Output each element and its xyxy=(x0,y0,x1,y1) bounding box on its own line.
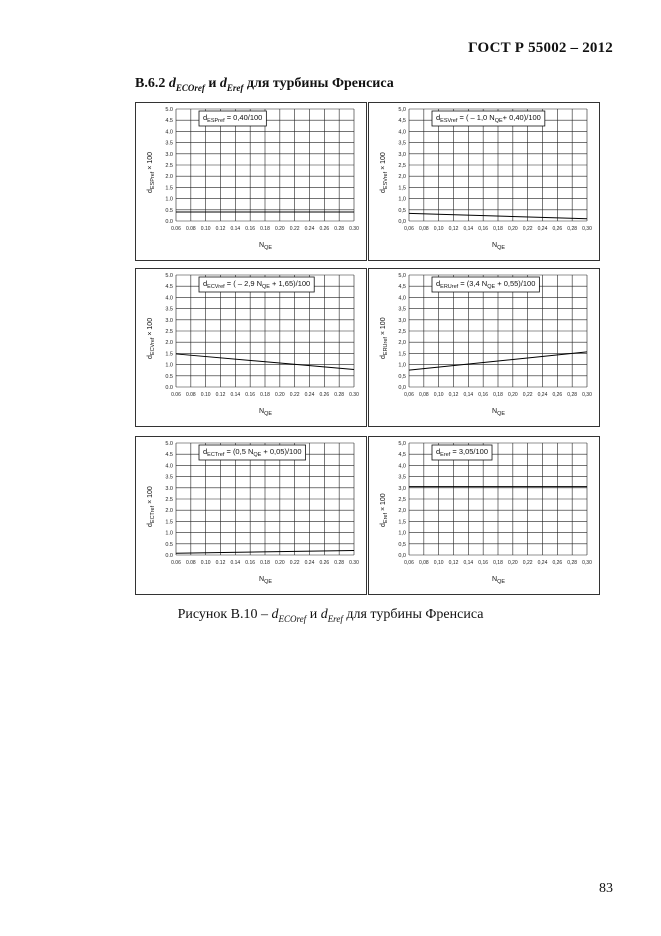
y-tick-label: 2,5 xyxy=(398,329,406,335)
y-tick-label: 5.0 xyxy=(165,441,173,447)
x-axis-label xyxy=(492,576,505,585)
y-tick-label: 1.5 xyxy=(165,519,173,526)
x-tick-label: 0.30 xyxy=(349,560,359,566)
y-axis-label-tail: × 100 xyxy=(380,317,387,338)
formula-symbol: d xyxy=(203,447,208,456)
formula-expression: = (0,5 N xyxy=(224,447,254,456)
y-tick-label: 4.0 xyxy=(165,295,173,302)
x-axis-symbol-subscript: QE xyxy=(497,245,506,251)
x-tick-label: 0,06 xyxy=(404,392,414,398)
x-tick-label: 0,18 xyxy=(493,392,503,398)
y-tick-label: 2,0 xyxy=(398,508,406,515)
heading-conjunction: и xyxy=(208,76,217,91)
y-tick-label: 4,0 xyxy=(398,463,406,470)
y-tick-label: 1,5 xyxy=(398,351,406,358)
formula-box xyxy=(432,111,545,126)
x-axis-label xyxy=(259,242,272,251)
y-tick-label: 4,0 xyxy=(398,129,406,136)
y-tick-label: 0,0 xyxy=(398,219,406,225)
x-tick-label: 0.14 xyxy=(230,560,241,566)
y-tick-label: 3.0 xyxy=(165,317,173,324)
figure-caption xyxy=(0,607,661,624)
x-tick-label: 0.30 xyxy=(349,392,359,398)
x-tick-label: 0,26 xyxy=(552,392,563,398)
x-tick-label: 0,06 xyxy=(404,560,414,566)
y-tick-label: 5,0 xyxy=(398,273,406,279)
y-tick-label: 2.0 xyxy=(165,508,173,515)
x-tick-label: 0.08 xyxy=(185,226,196,232)
x-tick-label: 0,24 xyxy=(537,560,548,566)
x-tick-label: 0.18 xyxy=(260,560,270,566)
caption-conjunction: и xyxy=(309,607,318,622)
y-tick-label: 0.5 xyxy=(165,373,173,380)
formula-expression-tail: + 0,55)/100 xyxy=(495,279,536,288)
y-tick-label: 1,0 xyxy=(398,530,406,537)
x-tick-label: 0,20 xyxy=(507,392,518,398)
y-axis-symbol: d xyxy=(380,189,387,193)
x-axis-symbol-subscript: QE xyxy=(497,579,506,585)
x-tick-label: 0.10 xyxy=(200,392,211,398)
y-tick-label: 4.5 xyxy=(165,118,173,125)
y-axis-symbol: d xyxy=(147,189,154,193)
y-tick-label: 5.0 xyxy=(165,273,173,279)
x-tick-label: 0.06 xyxy=(171,226,181,232)
formula-symbol: d xyxy=(203,113,208,122)
x-tick-label: 0,30 xyxy=(582,226,592,232)
formula-expression: = 0,40/100 xyxy=(224,113,263,122)
y-axis-label xyxy=(380,317,389,359)
x-tick-label: 0,20 xyxy=(507,560,518,566)
x-tick-label: 0,26 xyxy=(552,226,563,232)
y-tick-label: 1,0 xyxy=(398,362,406,369)
x-tick-label: 0,30 xyxy=(582,392,592,398)
y-tick-label: 0,5 xyxy=(398,373,406,380)
formula-expression-tail: + 0,40)/100 xyxy=(502,113,541,122)
x-tick-label: 0.24 xyxy=(304,392,315,398)
x-tick-label: 0.22 xyxy=(289,560,300,566)
page-number: 83 xyxy=(599,881,613,896)
y-tick-label: 3,0 xyxy=(398,151,406,158)
y-tick-label: 0,5 xyxy=(398,207,406,214)
y-tick-label: 3.5 xyxy=(165,474,173,481)
y-tick-label: 3,0 xyxy=(398,485,406,492)
y-axis-label-tail: × 100 xyxy=(380,152,387,172)
y-tick-label: 4,5 xyxy=(398,452,406,459)
y-tick-label: 0.0 xyxy=(165,553,173,559)
x-tick-label: 0,28 xyxy=(567,392,578,398)
x-tick-label: 0,10 xyxy=(433,392,444,398)
y-axis-symbol-subscript: ERUref xyxy=(383,337,389,356)
y-tick-label: 2,0 xyxy=(398,340,406,347)
x-tick-label: 0.16 xyxy=(245,392,256,398)
x-tick-label: 0.14 xyxy=(230,392,241,398)
y-axis-symbol: d xyxy=(147,355,154,359)
x-axis-label xyxy=(492,408,505,417)
x-tick-label: 0.26 xyxy=(319,392,330,398)
y-tick-label: 2.5 xyxy=(165,163,173,169)
y-axis-label-tail: × 100 xyxy=(147,486,154,506)
y-tick-label: 0.5 xyxy=(165,207,173,214)
y-tick-label: 3.0 xyxy=(165,485,173,492)
x-tick-label: 0.10 xyxy=(200,560,211,566)
x-tick-label: 0,26 xyxy=(552,560,563,566)
formula-box xyxy=(432,277,539,292)
formula-symbol-subscript: ESVref xyxy=(440,118,458,124)
y-axis-label xyxy=(147,318,156,359)
chart-esp xyxy=(135,102,367,261)
y-tick-label: 0,0 xyxy=(398,385,406,391)
x-tick-label: 0.30 xyxy=(349,226,359,232)
x-tick-label: 0,08 xyxy=(418,392,429,398)
x-tick-label: 0,06 xyxy=(404,226,414,232)
y-tick-label: 3.5 xyxy=(165,140,173,147)
y-tick-label: 2.5 xyxy=(165,497,173,503)
y-tick-label: 5,0 xyxy=(398,441,406,447)
formula-box xyxy=(199,111,266,126)
formula-expression: = ( – 1,0 N xyxy=(457,113,495,122)
y-tick-label: 4.5 xyxy=(165,452,173,459)
y-tick-label: 1,5 xyxy=(398,185,406,192)
formula-box xyxy=(432,445,492,460)
y-tick-label: 1.5 xyxy=(165,185,173,192)
x-tick-label: 0.26 xyxy=(319,560,330,566)
caption-symbol-1: $d_{ECOref}$ xyxy=(271,607,307,624)
y-tick-label: 1,5 xyxy=(398,519,406,526)
y-axis-label xyxy=(147,152,156,193)
formula-box xyxy=(199,445,306,460)
x-axis-label xyxy=(259,408,272,417)
x-tick-label: 0,18 xyxy=(493,560,503,566)
formula-variable-subscript: QE xyxy=(262,284,270,290)
x-tick-label: 0,24 xyxy=(537,392,548,398)
y-axis-symbol-subscript: ESVref xyxy=(383,171,389,190)
formula-expression-tail: + 1,65)/100 xyxy=(269,279,311,288)
heading-text: для турбины Френсиса xyxy=(246,76,394,91)
x-tick-label: 0,24 xyxy=(537,226,548,232)
caption-text: для турбины Френсиса xyxy=(346,607,484,622)
x-tick-label: 0.12 xyxy=(215,392,226,398)
x-tick-label: 0.08 xyxy=(185,560,196,566)
x-tick-label: 0,14 xyxy=(463,226,474,232)
y-tick-label: 2.5 xyxy=(165,329,173,335)
formula-symbol-subscript: Eref xyxy=(440,452,451,458)
formula-symbol: d xyxy=(436,447,441,456)
x-axis-symbol: N xyxy=(492,242,498,249)
y-axis-label-tail: × 100 xyxy=(380,493,387,513)
x-tick-label: 0.24 xyxy=(304,226,315,232)
formula-box xyxy=(199,277,314,292)
x-tick-label: 0,16 xyxy=(478,226,489,232)
y-tick-label: 0.0 xyxy=(165,219,173,225)
y-tick-label: 1.5 xyxy=(165,351,173,358)
section-heading xyxy=(135,76,394,93)
y-tick-label: 3.0 xyxy=(165,151,173,158)
formula-variable-subscript: QE xyxy=(487,284,496,290)
x-tick-label: 0.18 xyxy=(260,392,270,398)
x-axis-label xyxy=(259,576,272,585)
x-axis-symbol: N xyxy=(259,242,265,249)
x-tick-label: 0,14 xyxy=(463,560,474,566)
x-axis-symbol: N xyxy=(492,408,498,415)
y-axis-symbol: d xyxy=(147,523,154,527)
chart-ect xyxy=(135,436,367,595)
y-tick-label: 0.0 xyxy=(165,385,173,391)
y-tick-label: 4.0 xyxy=(165,463,173,470)
x-tick-label: 0,12 xyxy=(448,560,459,566)
x-tick-label: 0,30 xyxy=(582,560,592,566)
formula-symbol: d xyxy=(203,279,208,288)
y-axis-symbol: d xyxy=(380,355,387,359)
y-tick-label: 1.0 xyxy=(165,530,173,537)
formula-variable-subscript: QE xyxy=(253,452,262,458)
y-tick-label: 2,5 xyxy=(398,497,406,503)
x-tick-label: 0,08 xyxy=(418,560,429,566)
y-axis-label xyxy=(380,152,389,193)
x-tick-label: 0,28 xyxy=(567,560,578,566)
x-tick-label: 0,20 xyxy=(507,226,518,232)
y-axis-label-tail: × 100 xyxy=(147,151,154,172)
x-tick-label: 0.12 xyxy=(215,226,226,232)
x-tick-label: 0.26 xyxy=(319,226,330,232)
x-tick-label: 0.12 xyxy=(215,560,226,566)
x-tick-label: 0,22 xyxy=(522,226,533,232)
y-tick-label: 2.0 xyxy=(165,340,173,347)
y-tick-label: 2,0 xyxy=(398,174,406,181)
x-axis-symbol-subscript: QE xyxy=(264,579,273,585)
formula-expression: = (3,4 N xyxy=(458,279,488,288)
x-tick-label: 0.10 xyxy=(200,226,211,232)
y-axis-symbol-subscript: Eref xyxy=(383,513,389,524)
y-axis-symbol-subscript: ECTref xyxy=(150,505,156,524)
formula-symbol-subscript: ECVref xyxy=(207,284,225,290)
y-tick-label: 2,5 xyxy=(398,163,406,169)
y-tick-label: 0,5 xyxy=(398,541,406,548)
x-tick-label: 0,28 xyxy=(567,226,578,232)
y-tick-label: 3,5 xyxy=(398,140,406,147)
y-tick-label: 1.0 xyxy=(165,362,173,369)
x-tick-label: 0.28 xyxy=(334,226,345,232)
y-axis-symbol-subscript: ECVref xyxy=(150,337,156,356)
x-tick-label: 0,12 xyxy=(448,226,459,232)
x-tick-label: 0.22 xyxy=(289,226,300,232)
y-axis-symbol: d xyxy=(380,523,387,527)
chart-esv xyxy=(368,102,600,261)
x-tick-label: 0,12 xyxy=(448,392,459,398)
x-tick-label: 0.28 xyxy=(334,560,345,566)
y-tick-label: 5,0 xyxy=(398,107,406,113)
x-tick-label: 0.22 xyxy=(289,392,300,398)
x-tick-label: 0,22 xyxy=(522,392,533,398)
x-tick-label: 0.06 xyxy=(171,392,181,398)
y-tick-label: 2.0 xyxy=(165,174,173,181)
chart-eref xyxy=(368,436,600,595)
x-tick-label: 0,10 xyxy=(433,560,444,566)
x-tick-label: 0,16 xyxy=(478,560,489,566)
y-tick-label: 3,5 xyxy=(398,306,406,313)
y-axis-label xyxy=(380,493,389,527)
formula-expression: = ( – 2,9 N xyxy=(224,279,263,288)
y-tick-label: 3,0 xyxy=(398,317,406,324)
heading-symbol-1: $d_{ECOref}$ xyxy=(168,76,205,93)
caption-prefix: Рисунок В.10 – xyxy=(177,607,269,622)
x-tick-label: 0.24 xyxy=(304,560,315,566)
y-tick-label: 0,0 xyxy=(398,553,406,559)
x-tick-label: 0.16 xyxy=(245,226,256,232)
x-tick-label: 0.20 xyxy=(274,560,285,566)
y-tick-label: 0.5 xyxy=(165,541,173,548)
heading-symbol-2: $d_{Eref}$ xyxy=(219,76,244,93)
y-axis-label-tail: × 100 xyxy=(147,317,154,338)
formula-symbol-subscript: ECTref xyxy=(207,452,225,458)
x-tick-label: 0,14 xyxy=(463,392,474,398)
y-tick-label: 1.0 xyxy=(165,196,173,203)
x-tick-label: 0,10 xyxy=(433,226,444,232)
x-axis-symbol-subscript: QE xyxy=(264,411,273,417)
x-axis-label xyxy=(492,242,505,251)
y-tick-label: 1,0 xyxy=(398,196,406,203)
x-tick-label: 0.16 xyxy=(245,560,256,566)
formula-symbol-subscript: ESPref xyxy=(207,118,225,124)
x-tick-label: 0.28 xyxy=(334,392,345,398)
x-tick-label: 0.18 xyxy=(260,226,270,232)
x-tick-label: 0.20 xyxy=(274,226,285,232)
x-tick-label: 0.20 xyxy=(274,392,285,398)
x-axis-symbol-subscript: QE xyxy=(264,245,273,251)
x-tick-label: 0.08 xyxy=(185,392,196,398)
y-tick-label: 4,5 xyxy=(398,284,406,291)
formula-symbol: d xyxy=(436,279,441,288)
y-tick-label: 5.0 xyxy=(165,107,173,113)
x-axis-symbol: N xyxy=(259,408,265,415)
x-axis-symbol: N xyxy=(492,576,498,583)
y-tick-label: 4,5 xyxy=(398,118,406,125)
formula-symbol: d xyxy=(436,113,441,122)
y-tick-label: 3,5 xyxy=(398,474,406,481)
chart-ecv xyxy=(135,268,367,427)
x-tick-label: 0,08 xyxy=(418,226,429,232)
formula-symbol-subscript: ERUref xyxy=(440,284,459,290)
x-axis-symbol: N xyxy=(259,576,265,583)
y-axis-label xyxy=(147,486,156,527)
y-tick-label: 4.5 xyxy=(165,284,173,291)
formula-variable-subscript: QE xyxy=(494,118,503,124)
x-tick-label: 0,22 xyxy=(522,560,533,566)
y-tick-label: 4.0 xyxy=(165,129,173,136)
x-axis-symbol-subscript: QE xyxy=(497,411,506,417)
x-tick-label: 0.06 xyxy=(171,560,181,566)
x-tick-label: 0,16 xyxy=(478,392,489,398)
heading-number: В.6.2 xyxy=(135,76,166,91)
formula-expression: = 3,05/100 xyxy=(450,447,489,456)
y-tick-label: 3.5 xyxy=(165,306,173,313)
y-tick-label: 4,0 xyxy=(398,295,406,302)
plot-area xyxy=(398,441,592,566)
formula-expression-tail: + 0,05)/100 xyxy=(261,447,302,456)
caption-symbol-2: $d_{Eref}$ xyxy=(320,607,343,624)
document-code: ГОСТ Р 55002 – 2012 xyxy=(468,40,613,56)
x-tick-label: 0,18 xyxy=(493,226,503,232)
x-tick-label: 0.14 xyxy=(230,226,241,232)
chart-eru xyxy=(368,268,600,427)
y-axis-symbol-subscript: ESPref xyxy=(150,171,156,190)
